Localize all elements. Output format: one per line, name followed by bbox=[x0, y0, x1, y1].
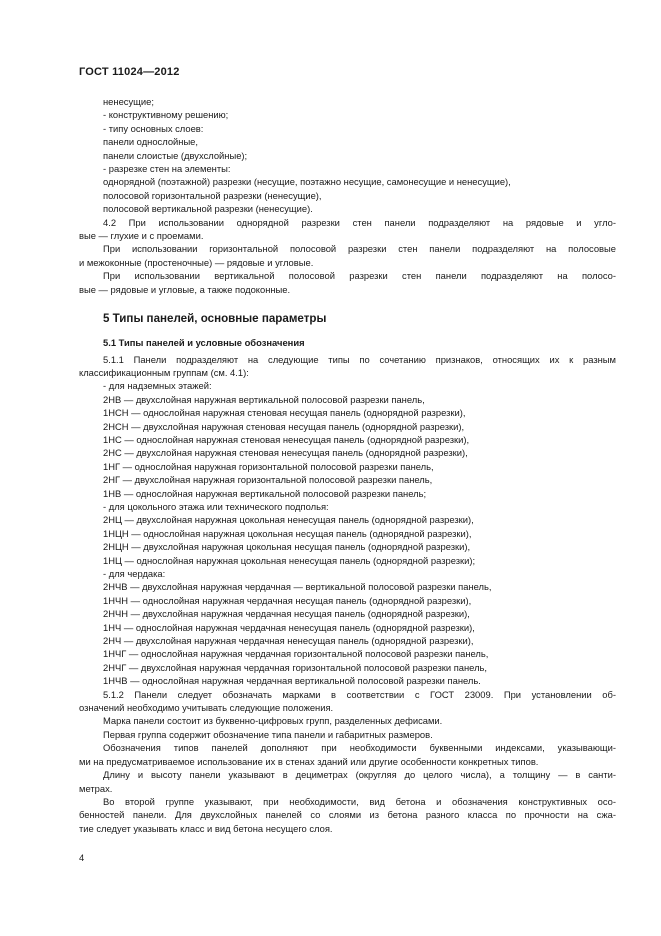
text-line: Обозначения типов панелей дополняют при необходимости буквенными индексами, указывающи- bbox=[103, 742, 616, 754]
paragraph-mark: Марка панели состоит из буквенно-цифровых групп, разделенных дефисами. bbox=[103, 715, 443, 727]
text-line: ненесущие; bbox=[103, 96, 154, 107]
list-item: 1НСН — однослойная наружная стеновая несущая панель (однорядной разрезки), bbox=[103, 407, 466, 419]
paragraph-second-group bbox=[79, 795, 616, 835]
list-item: - для цокольного этажа или технического подполья: bbox=[103, 500, 329, 512]
text-line: однорядной (поэтажной) разрезки (несущие, поэтажно несущие, самонесущие и ненесущие), bbox=[103, 176, 511, 188]
text-line: полосовой вертикальной разрезки (ненесущие). bbox=[103, 203, 313, 215]
page-number: 4 bbox=[79, 852, 85, 863]
classification-list-1 bbox=[79, 95, 616, 216]
paragraph-indices bbox=[79, 741, 616, 768]
paragraph-dimensions bbox=[79, 768, 616, 795]
list-item: 2НГ — двухслойная наружная горизонтальной полосовой разрезки панель, bbox=[103, 474, 433, 486]
list-item: - для надземных этажей: bbox=[103, 380, 212, 392]
text-line: Длину и высоту панели указывают в дециметрах (округляя до целого числа), а толщину — в санти- bbox=[103, 769, 616, 781]
text-line: бенностей панели. Для двухслойных панелей со слоями из бетона разного класса по прочности на сжа- bbox=[79, 809, 616, 821]
paragraph-5-1-2 bbox=[79, 688, 616, 715]
text-line: метрах. bbox=[79, 782, 113, 794]
list-item: 1НЧГ — однослойная наружная чердачная горизонтальной полосовой разрезки панель, bbox=[103, 648, 489, 660]
text-line: Во второй группе указывают, при необходимости, вид бетона и обозначения конструктивных осо- bbox=[103, 795, 616, 807]
text-line: - разрезке стен на элементы: bbox=[103, 163, 231, 175]
list-item: 1НЧ — однослойная наружная чердачная ненесущая панель (однорядной разрезки), bbox=[103, 621, 475, 633]
document-header: ГОСТ 11024—2012 bbox=[79, 66, 180, 78]
list-item: 2НВ — двухслойная наружная вертикальной полосовой разрезки панель, bbox=[103, 393, 425, 405]
list-item: 2НСН — двухслойная наружная стеновая несущая панель (однорядной разрезки), bbox=[103, 420, 465, 432]
list-item: 1НЦН — однослойная наружная цокольная несущая панель (однорядной разрезки), bbox=[103, 527, 472, 539]
text-line: классификационным группам (см. 4.1): bbox=[79, 366, 249, 378]
paragraph-vertical bbox=[79, 269, 616, 296]
list-item: 1НГ — однослойная наружная горизонтальной полосовой разрезки панель, bbox=[103, 460, 434, 472]
text-line: панели слоистые (двухслойные); bbox=[103, 149, 248, 161]
text-line: При использовании вертикальной полосовой разрезки стен панели подразделяют на полосо- bbox=[103, 270, 616, 282]
list-item: 2НЦ — двухслойная наружная цокольная ненесущая панель (однорядной разрезки), bbox=[103, 514, 474, 526]
list-item: 2НЧВ — двухслойная наружная чердачная — вертикальной полосовой разрезки панель, bbox=[103, 581, 492, 593]
text-line: вые — рядовые и угловые, а также подоконные. bbox=[79, 283, 291, 295]
text-line: тие следует указывать класс и вид бетона несущего слоя. bbox=[79, 822, 333, 834]
text-line: 5.1.2 Панели следует обозначать марками в соответствии с ГОСТ 23009. При установлении об- bbox=[103, 688, 616, 700]
text-line: - конструктивному решению; bbox=[103, 109, 229, 121]
list-item: - для чердака: bbox=[103, 568, 166, 579]
list-item: 2НЦН — двухслойная наружная цокольная несущая панель (однорядной разрезки), bbox=[103, 541, 471, 553]
text-line: панели однослойные, bbox=[103, 136, 198, 148]
text-line: При использовании горизонтальной полосовой разрезки стен панели подразделяют на полосовые bbox=[103, 243, 616, 255]
list-item: 2НЧ — двухслойная наружная чердачная ненесущая панель (однорядной разрезки), bbox=[103, 635, 474, 647]
panel-type-list bbox=[79, 379, 616, 687]
text-line: означений необходимо учитывать следующие положения. bbox=[79, 702, 334, 714]
list-item: 1НЧВ — однослойная наружная чердачная вертикальной полосовой разрезки панель. bbox=[103, 675, 481, 687]
text-line: и межоконные (простеночные) — рядовые и угловые. bbox=[79, 256, 314, 268]
section-title: 5 Типы панелей, основные параметры bbox=[103, 312, 327, 326]
text-line: 4.2 При использовании однорядной разрезки стен панели подразделяют на рядовые и угло- bbox=[103, 216, 616, 228]
list-item: 1НЦ — однослойная наружная цокольная ненесущая панель (однорядной разрезки); bbox=[103, 554, 476, 566]
text-line: полосовой горизонтальной разрезки (ненесущие), bbox=[103, 189, 322, 201]
text-line: - типу основных слоев: bbox=[103, 122, 204, 134]
subsection-title: 5.1 Типы панелей и условные обозначения bbox=[103, 337, 305, 349]
list-item: 1НС — однослойная наружная стеновая ненесущая панель (однорядной разрезки), bbox=[103, 433, 470, 445]
list-item: 2НС — двухслойная наружная стеновая ненесущая панель (однорядной разрезки), bbox=[103, 447, 468, 459]
paragraph-first-group: Первая группа содержит обозначение типа панели и габаритных размеров. bbox=[103, 728, 433, 740]
paragraph-horizontal bbox=[79, 242, 616, 269]
list-item: 2НЧН — двухслойная наружная чердачная несущая панель (однорядной разрезки), bbox=[103, 608, 470, 620]
list-item: 1НЧН — однослойная наружная чердачная несущая панель (однорядной разрезки), bbox=[103, 594, 472, 606]
paragraph-5-1-1 bbox=[79, 353, 616, 380]
document-body bbox=[79, 95, 616, 835]
text-line: вые — глухие и с проемами. bbox=[79, 230, 204, 242]
text-line: 5.1.1 Панели подразделяют на следующие типы по сочетанию признаков, относящих их к разным bbox=[103, 353, 616, 365]
list-item: 2НЧГ — двухслойная наружная чердачная горизонтальной полосовой разрезки панель, bbox=[103, 661, 488, 673]
list-item: 1НВ — однослойная наружная вертикальной полосовой разрезки панель; bbox=[103, 487, 427, 499]
text-line: ми на предусматриваемое использование их в стенах зданий или другие особенности конкретных типов. bbox=[79, 755, 539, 767]
paragraph-4-2 bbox=[79, 216, 616, 243]
